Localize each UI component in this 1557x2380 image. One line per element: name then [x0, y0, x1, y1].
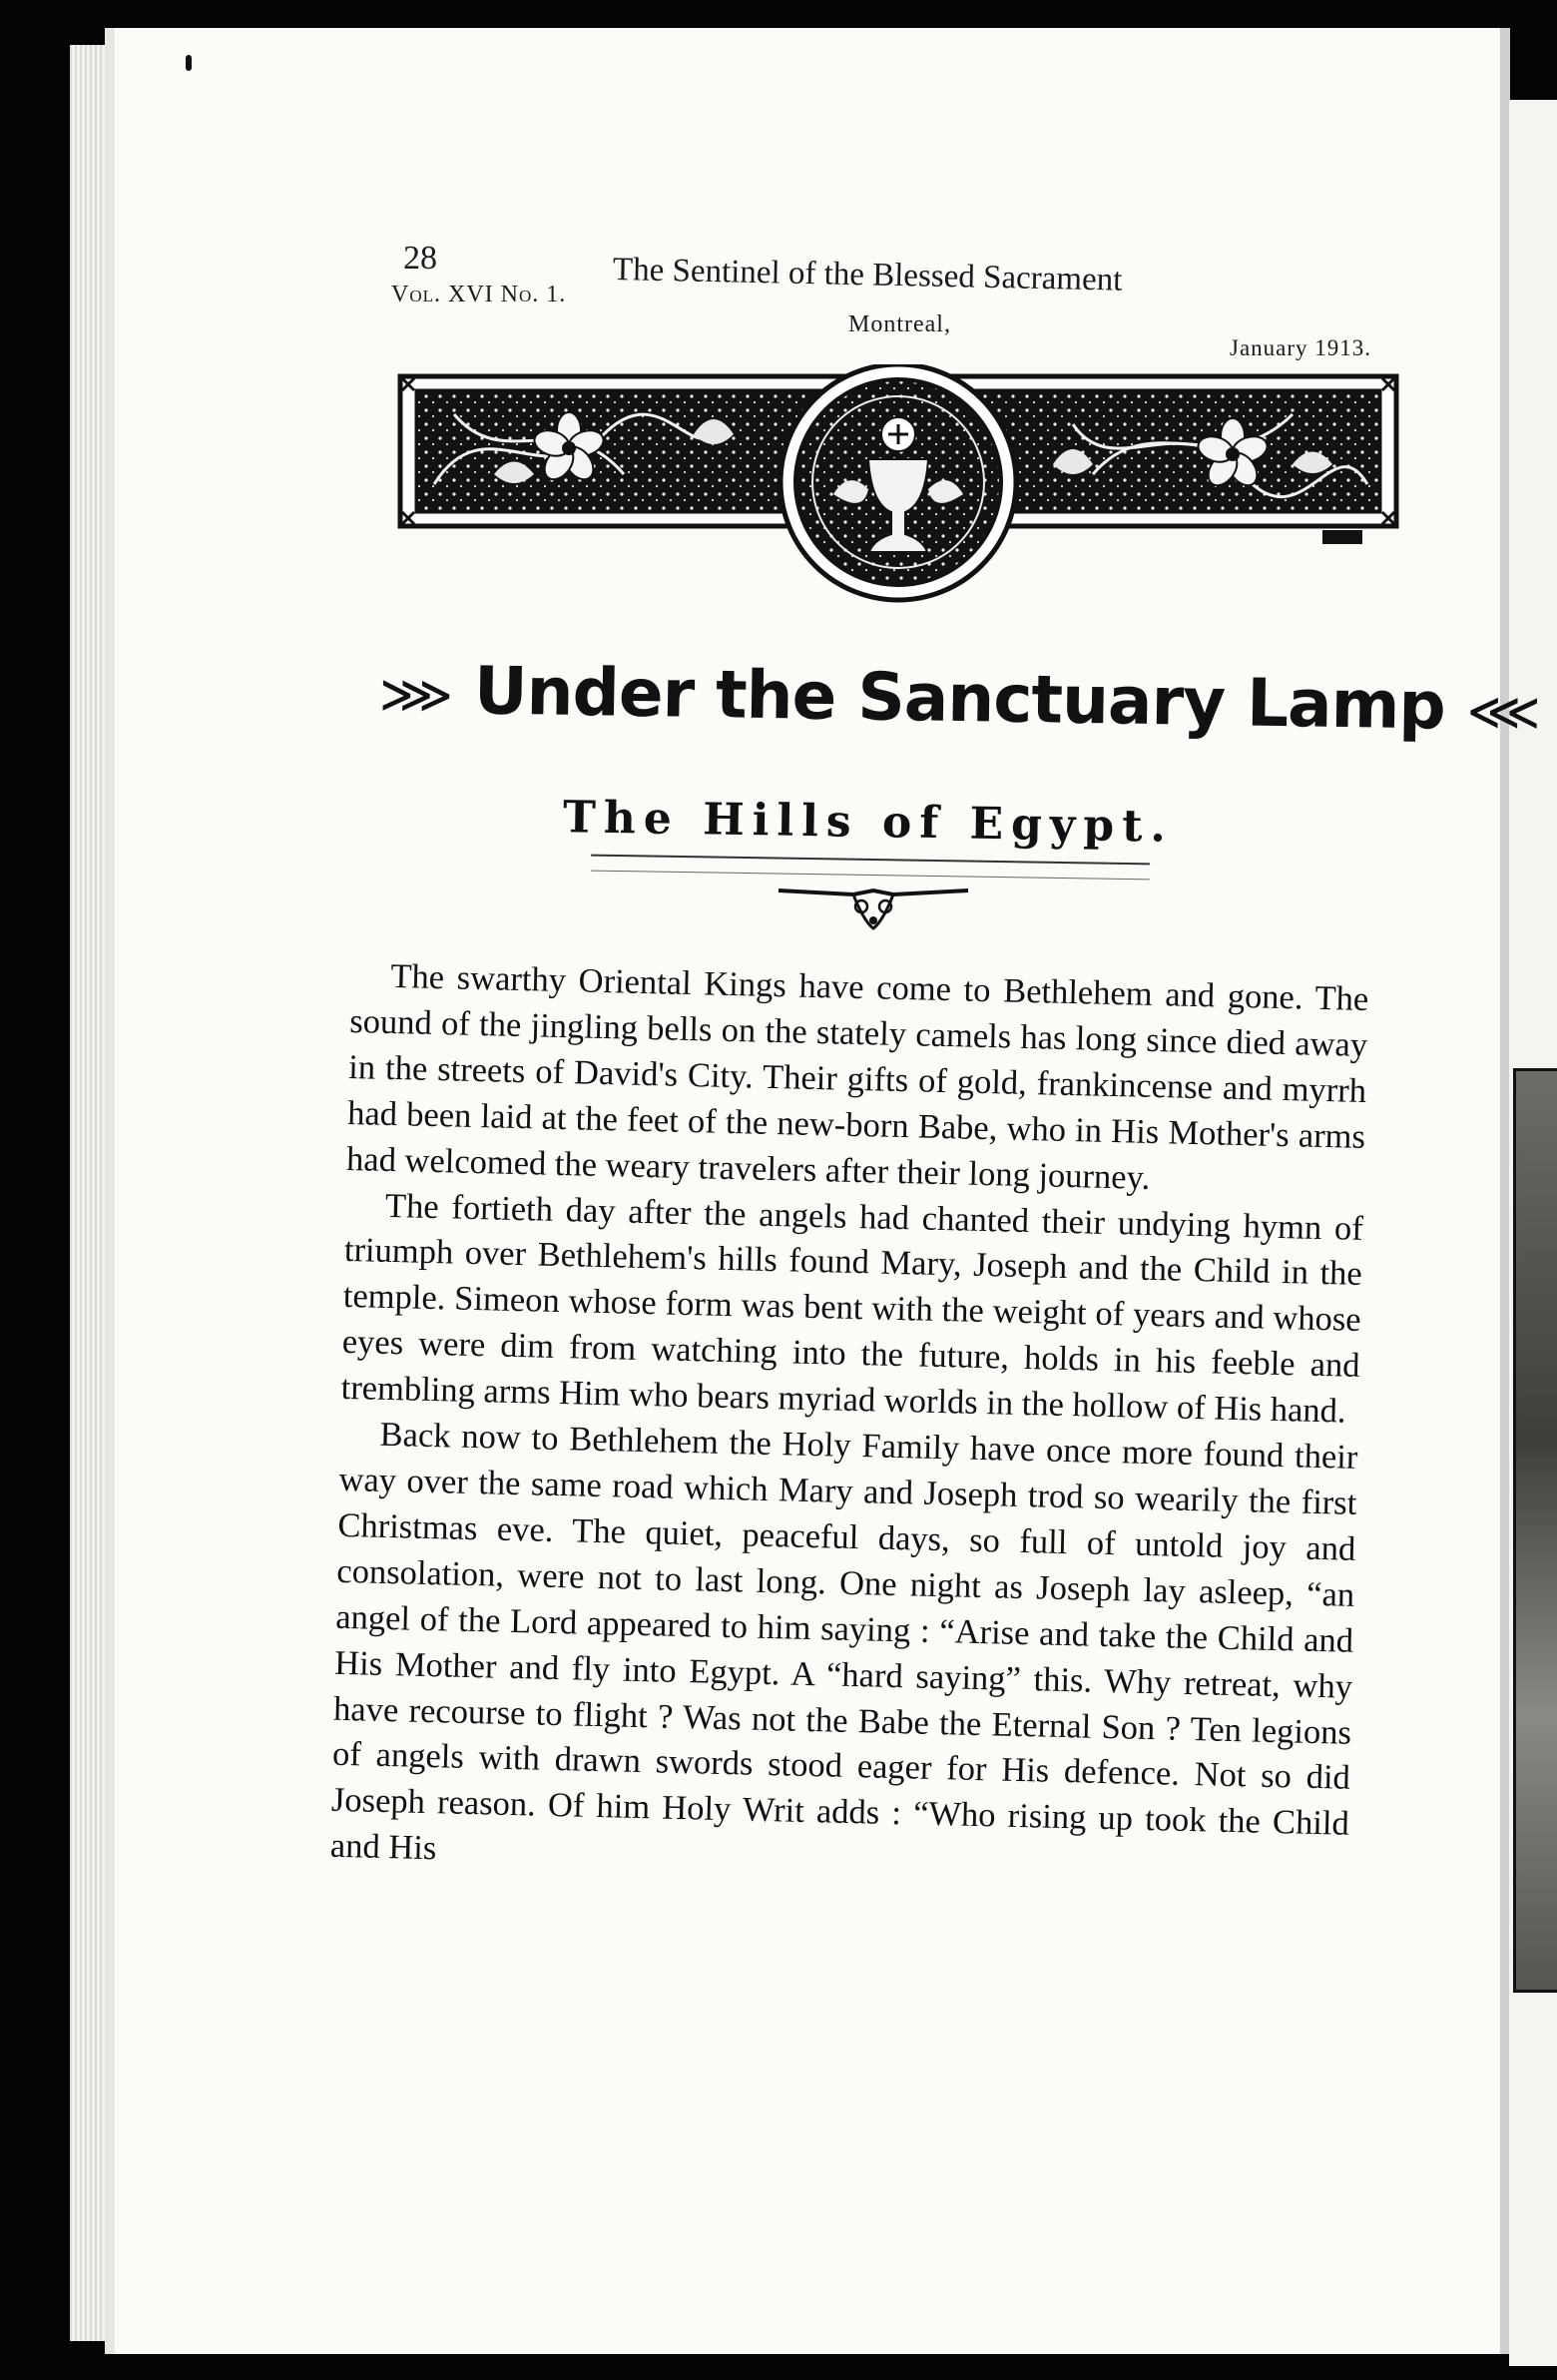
right-arrow-ornament-icon: ⋘: [1466, 681, 1541, 744]
volume-label: Vol. XVI No. 1.: [391, 282, 567, 307]
page-number: 28: [403, 240, 437, 277]
article-title: [378, 651, 1541, 745]
facing-page-photo: [1513, 1068, 1557, 1993]
flourish-ornament-icon: [774, 881, 973, 940]
ornamental-banner: [394, 364, 1402, 644]
journal-title: The Sentinel of the Blessed Sacrament: [612, 252, 1123, 298]
article-subtitle: The Hills of Egypt.: [562, 792, 1175, 853]
issue-date: January 1913.: [1230, 335, 1372, 360]
paragraph: Back now to Bethlehem the Holy Family have once more found their way over the same road which Mary and Joseph trod so wearily the first Christmas eve. The quiet, peaceful days, so full of untold joy and consolation, were not to last long. One night as Joseph lay asleep, “an angel of the Lord appeared to him saying : “Arise and take the Child and His Mother and fly into Egypt. A “hard saying” this. Why retreat, why have recourse to flight ? Was not the Babe the Eternal Son ? Ten legions of angels with drawn swords stood eager for His defence. Not so did Joseph reason. Of him Holy Writ adds : “Who rising up took the Child and His: [329, 1415, 1358, 1868]
binding-mark: [186, 55, 192, 71]
paragraph: The fortieth day after the angels had chanted their undying hymn of triumph over Bethlehem's hills found Mary, Joseph and the Child in the temple. Simeon whose form was bent with the weight of years and whose eyes were dim from watching into the future, holds in his feeble and trembling arms Him who bears myriad worlds in the hollow of His hand.: [340, 1186, 1364, 1431]
city-label: Montreal,: [848, 311, 951, 337]
article-body: [329, 953, 1368, 1894]
article-title-text: Under the Sanctuary Lamp: [473, 652, 1446, 745]
left-arrow-ornament-icon: ⋙: [378, 664, 453, 726]
paragraph: The swarthy Oriental Kings have come to Bethlehem and gone. The sound of the jingling bells on the stately camels has long since died away in the streets of David's City. Their gifts of gold, frankincense and myrrh had been laid at the feet of the new-born Babe, who in His Mother's arms had welcomed the weary travelers after their long journey.: [345, 956, 1369, 1197]
